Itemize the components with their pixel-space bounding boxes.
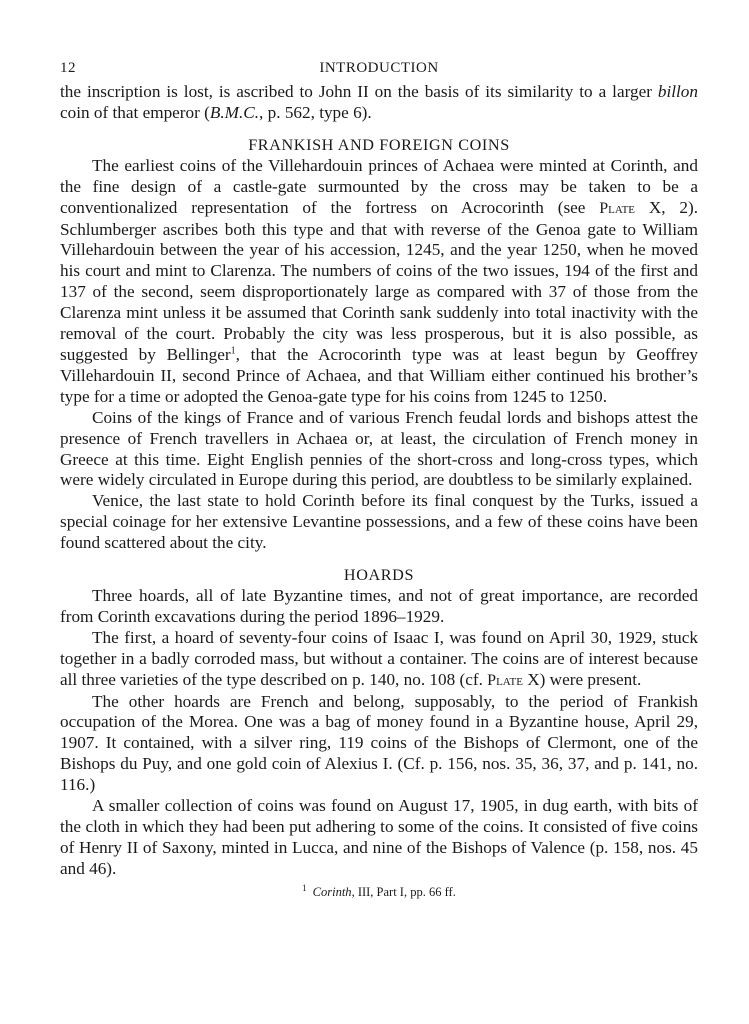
footnote-reference: 1 — [230, 345, 236, 357]
document-page — [60, 60, 698, 900]
frankish-paragraph-1 — [60, 156, 698, 408]
frankish-p1-text-3: , that the Acrocorinth type was at least begun by Geoffrey Villehardouin II, second Prince of Achaea, and that William either continued his brother’s type for a time or adopted the Genoa-gate type for his coins from 1245 to 1250. — [60, 344, 698, 406]
intro-paragraph — [60, 82, 698, 124]
section-heading-frankish: FRANKISH AND FOREIGN COINS — [248, 135, 510, 154]
intro-text-1: the inscription is lost, is ascribed to John II on the basis of its similarity to a larger — [60, 82, 658, 101]
body-text — [60, 82, 698, 900]
page-number: 12 — [60, 60, 76, 76]
running-head — [60, 60, 698, 82]
running-title: INTRODUCTION — [319, 60, 439, 76]
frankish-paragraph-3: Venice, the last state to hold Corinth before its final conquest by the Turks, issued a special coinage for her extensive Levantine possessions, and a few of these coins have been found scattered about the city. — [60, 491, 698, 553]
plate-label: Plate — [599, 199, 636, 217]
hoards-p2-text-1: The first, a hoard of seventy-four coins of Isaac I, was found on April 30, 1929, stuck together in a badly corroded mass, but without a container. The coins are of interest because all three varieties of the type described on p. 140, no. 108 (cf. — [60, 627, 698, 689]
footnote-text: , III, Part I, pp. 66 ff. — [351, 884, 456, 899]
hoards-paragraph-2 — [60, 628, 698, 692]
hoards-paragraph-3: The other hoards are French and belong, supposably, to the period of Frankish occupation of the Morea. One was a bag of money found in a Byzantine house, April 29, 1907. It contained, with a silver ring, 119 coins of the Bishops of Clermont, one of the Bishops du Puy, and one gold coin of Alexius I. (Cf. p. 156, nos. 35, 36, 37, and p. 141, no. 116.) — [60, 691, 698, 795]
intro-text-3: , p. 562, type 6). — [259, 102, 372, 122]
intro-text-2: coin of that emperor ( — [60, 102, 210, 122]
footnote-title: Corinth — [312, 884, 352, 899]
intro-italic-bmc: B.M.C. — [209, 102, 260, 122]
hoards-p2-text-2: X) were present. — [522, 669, 642, 689]
intro-italic-billon: billon — [657, 82, 698, 101]
hoards-paragraph-1: Three hoards, all of late Byzantine times, and not of great importance, are recorded from Corinth excavations during the period 1896–1929. — [60, 586, 698, 626]
section-heading-hoards: HOARDS — [343, 566, 415, 585]
frankish-paragraph-2: Coins of the kings of France and of various French feudal lords and bishops attest the presence of French travellers in Achaea or, at least, the circulation of French money in Greece at this time. Eight English pennies of the short-cross and long-cross types, which were widely circulated in Europe during this period, are doubtless to be similarly explained. — [60, 407, 698, 490]
hoards-paragraph-4: A smaller collection of coins was found on August 17, 1905, in dug earth, with bits of the cloth in which they had been put adhering to some of the coins. It consisted of five coins of Henry II of Saxony, minted in Lucca, and nine of the Bishops of Valence (p. 158, nos. 45 and 46). — [60, 796, 698, 878]
plate-label: Plate — [487, 671, 523, 689]
frankish-p1-text-1: The earliest coins of the Villehardouin princes of Achaea were minted at Corinth, and the fine design of a castle-gate surmounted by the cross may be taken to be a conventionalized representation of the fortress on Acrocorinth (see — [60, 155, 698, 217]
footnote — [60, 884, 698, 900]
footnote-mark: 1 — [302, 882, 307, 893]
frankish-p1-text-2: X, 2). Schlumberger ascribes both this type and that with reverse of the Genoa gate to William Villehardouin between the year of his accession, 1245, and the year 1250, when he moved his court and mint to Clarenza. The numbers of coins of the two issues, 194 of the first and 137 of the second, seem disproportionately large as compared with 37 of those from the Clarenza mint unless it be assumed that Corinth sank suddenly into total inactivity with the removal of the court. Probably the city was less prosperous, but it is also possible, as suggested by Bellinger — [60, 197, 699, 364]
